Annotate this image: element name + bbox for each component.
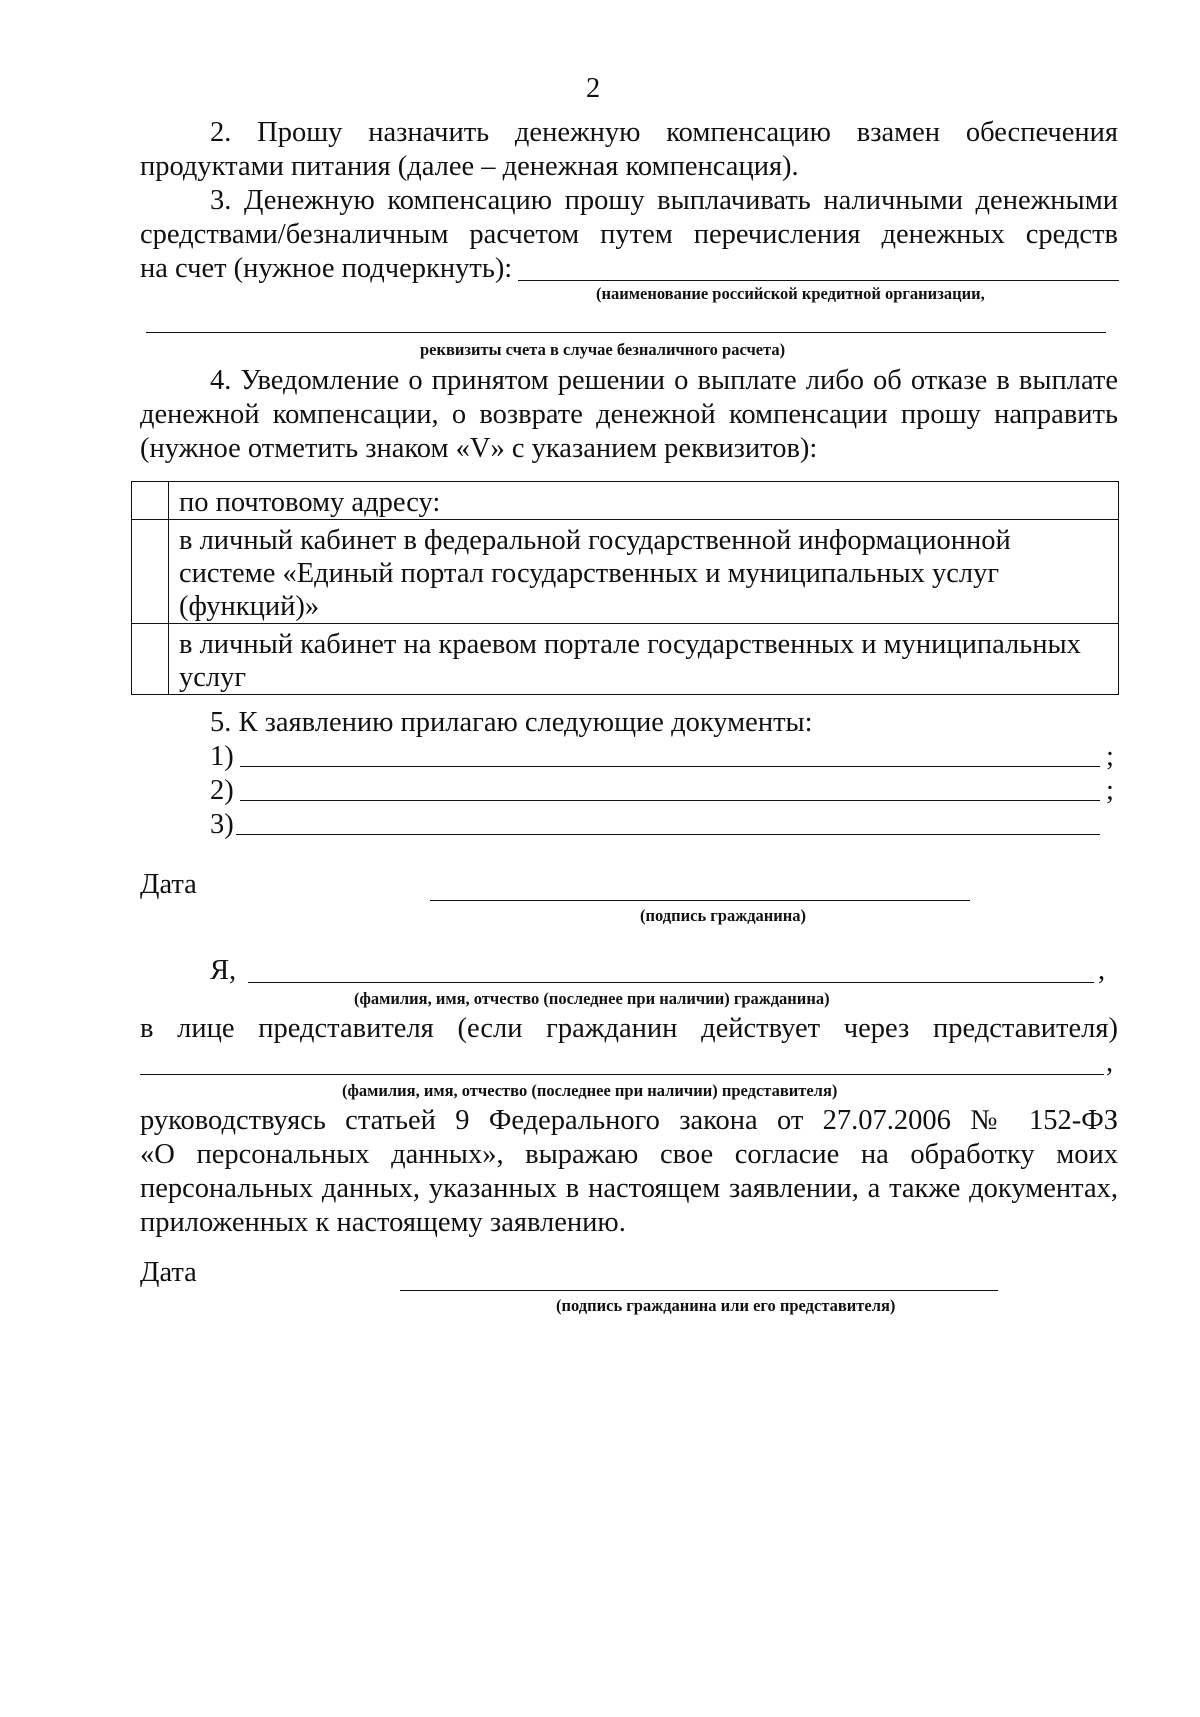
item4-line1: 4. Уведомление о принятом решении о выплате либо об отказе в выплате: [210, 365, 1118, 396]
notification-options-table: [131, 481, 1119, 695]
consent-line-1: руководствуясь статьей 9 Федерального закона от 27.07.2006 № 152-ФЗ: [140, 1105, 1118, 1136]
bank-name-blank[interactable]: [518, 280, 1119, 281]
citizen-name-caption: (фамилия, имя, отчество (последнее при наличии) гражданина): [354, 989, 830, 1008]
item2-line2: продуктами питания (далее – денежная компенсация).: [140, 151, 799, 182]
document-1-blank[interactable]: [240, 766, 1100, 767]
document-3-blank[interactable]: [236, 834, 1100, 835]
option-label-federal-portal: в личный кабинет в федеральной государственной информационной системе «Единый портал государственных и муниципальных услуг (функций)»: [169, 520, 1119, 624]
page-number: 2: [586, 73, 601, 104]
representative-name-blank[interactable]: [140, 1074, 1104, 1075]
signature-blank-2[interactable]: [400, 1290, 998, 1291]
option-label-postal: по почтовому адресу:: [169, 482, 1119, 520]
signature-caption-2: (подпись гражданина или его представителя): [556, 1296, 896, 1315]
item3-line2: средствами/безналичным расчетом путем перечисления денежных средств: [140, 219, 1118, 250]
representative-name-caption: (фамилия, имя, отчество (последнее при наличии) представителя): [342, 1081, 838, 1100]
option-row-federal-portal: [132, 520, 1119, 624]
document-1-end: ;: [1106, 741, 1114, 772]
account-details-blank[interactable]: [146, 332, 1106, 333]
consent-ya: Я,: [210, 955, 237, 986]
option-label-regional-portal: в личный кабинет на краевом портале государственных и муниципальных услуг: [169, 624, 1119, 695]
item3-line1: 3. Денежную компенсацию прошу выплачивать наличными денежными: [210, 185, 1118, 216]
document-2-end: ;: [1106, 775, 1114, 806]
option-checkbox-regional-portal[interactable]: [132, 624, 169, 695]
date-label-2: Дата: [140, 1257, 197, 1288]
item4-line3: (нужное отметить знаком «V» с указанием реквизитов):: [140, 433, 818, 464]
consent-comma-2: ,: [1106, 1047, 1114, 1078]
option-checkbox-postal[interactable]: [132, 482, 169, 520]
document-3-label: 3): [210, 809, 234, 840]
document-2-label: 2): [210, 775, 234, 806]
representative-line: в лице представителя (если гражданин действует через представителя): [140, 1013, 1118, 1044]
item4-line2: денежной компенсации, о возврате денежной компенсации прошу направить: [140, 399, 1118, 430]
document-2-blank[interactable]: [240, 800, 1100, 801]
option-row-regional-portal: [132, 624, 1119, 695]
item5-heading: 5. К заявлению прилагаю следующие документы:: [210, 707, 813, 738]
citizen-name-blank[interactable]: [248, 982, 1094, 983]
consent-line-2: «О персональных данных», выражаю свое согласие на обработку моих: [140, 1139, 1118, 1170]
consent-line-3: персональных данных, указанных в настоящем заявлении, а также документах,: [140, 1173, 1118, 1204]
citizen-signature-blank[interactable]: [430, 900, 970, 901]
bank-caption: (наименование российской кредитной организации,: [596, 284, 985, 303]
account-caption: реквизиты счета в случае безналичного расчета): [420, 340, 786, 359]
citizen-signature-caption: (подпись гражданина): [640, 906, 807, 925]
item3-line3: на счет (нужное подчеркнуть):: [140, 253, 513, 284]
document-1-label: 1): [210, 741, 234, 772]
date-label-1: Дата: [140, 869, 197, 900]
option-checkbox-federal-portal[interactable]: [132, 520, 169, 624]
option-row-postal: [132, 482, 1119, 520]
consent-comma-1: ,: [1098, 955, 1106, 986]
item2-line1: 2. Прошу назначить денежную компенсацию взамен обеспечения: [210, 117, 1118, 148]
consent-line-4: приложенных к настоящему заявлению.: [140, 1207, 626, 1238]
